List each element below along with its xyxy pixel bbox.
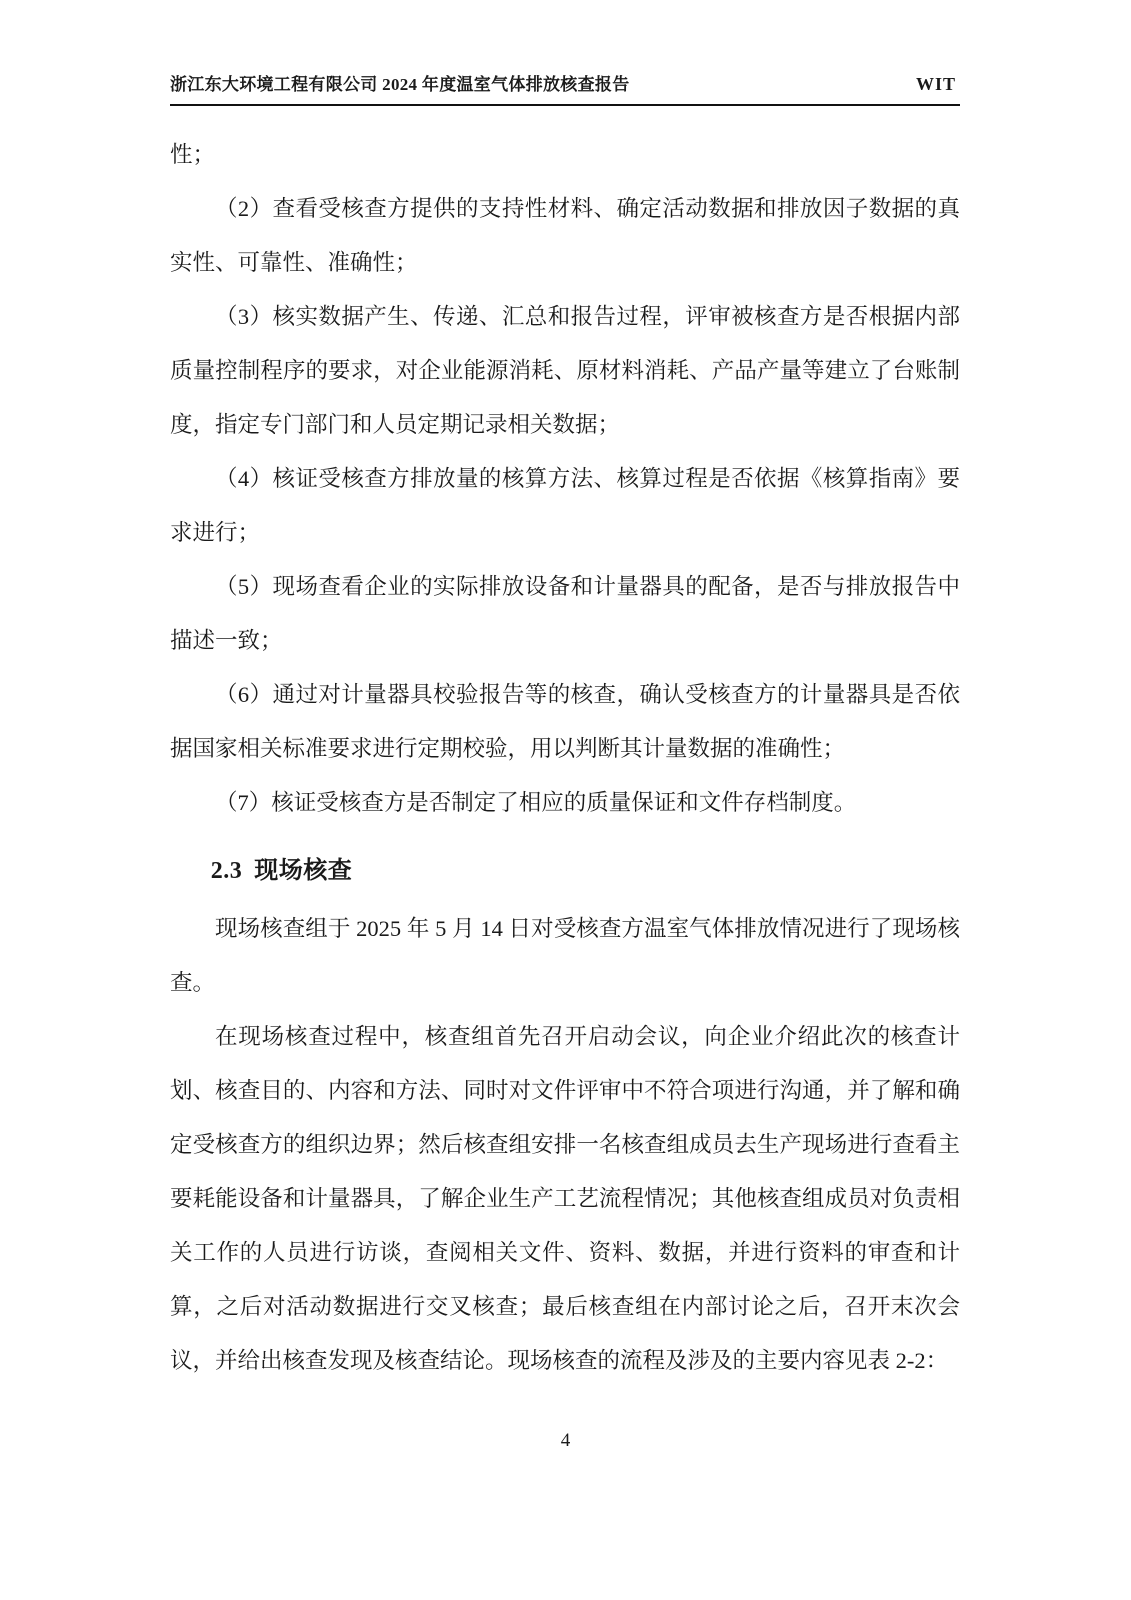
paragraph: 在现场核查过程中，核查组首先召开启动会议，向企业介绍此次的核查计划、核查目的、内容和方法、同时对文件评审中不符合项进行沟通，并了解和确定受核查方的组织边界；然后核查组安排一名核查组成员去生产现场进行查看主要耗能设备和计量器具，了解企业生产工艺流程情况；其他核查组成员对负责相关工作的人员进行访谈，查阅相关文件、资料、数据，并进行资料的审查和计算，之后对活动数据进行交叉核查；最后核查组在内部讨论之后，召开末次会议，并给出核查发现及核查结论。现场核查的流程及涉及的主要内容见表 2-2： — [170, 1024, 960, 1373]
header-title: 浙江东大环境工程有限公司 2024 年度温室气体排放核查报告 — [170, 75, 630, 94]
page-header — [170, 70, 960, 106]
body-text — [170, 128, 960, 1388]
paragraph: 现场核查组于 2025 年 5 月 14 日对受核查方温室气体排放情况进行了现场核查。 — [170, 916, 960, 995]
list-item: （4）核证受核查方排放量的核算方法、核算过程是否依据《核算指南》要求进行； — [170, 466, 960, 545]
list-item: （5）现场查看企业的实际排放设备和计量器具的配备，是否与排放报告中描述一致； — [170, 574, 960, 653]
list-item: （6）通过对计量器具校验报告等的核查，确认受核查方的计量器具是否依据国家相关标准要求进行定期校验，用以判断其计量数据的准确性； — [170, 682, 960, 761]
section-number: 2.3 — [210, 858, 243, 884]
list-item: （7）核证受核查方是否制定了相应的质量保证和文件存档制度。 — [215, 790, 857, 815]
page-number: 4 — [560, 1430, 571, 1451]
section-heading — [170, 840, 960, 902]
continued-line: 性； — [170, 142, 216, 167]
page-content — [170, 70, 960, 1388]
header-mark: WIT — [915, 74, 956, 94]
list-item: （3）核实数据产生、传递、汇总和报告过程，评审被核查方是否根据内部质量控制程序的要求，对企业能源消耗、原材料消耗、产品产量等建立了台账制度，指定专门部门和人员定期记录相关数据； — [170, 304, 960, 437]
list-item: （2）查看受核查方提供的支持性材料、确定活动数据和排放因子数据的真实性、可靠性、准确性； — [170, 196, 960, 275]
section-title: 现场核查 — [254, 858, 353, 884]
